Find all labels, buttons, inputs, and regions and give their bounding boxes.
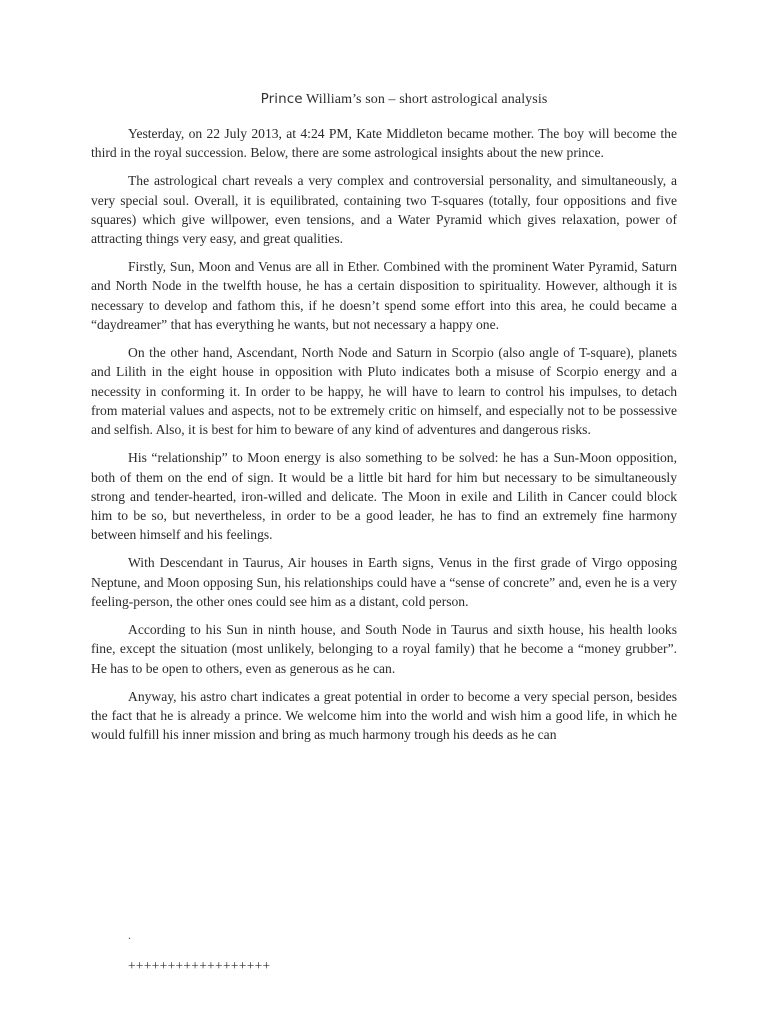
paragraph: Firstly, Sun, Moon and Venus are all in Ether. Combined with the prominent Water Pyramid, Saturn and North Node in the twelfth house, he has a certain disposition to spirituality. However, although it is necessary to develop and fathom this, if he doesn’t spend some effort into this area, he could became a “daydreamer” that has everything he wants, but not necessary a happy one. [91,259,677,333]
paragraph: According to his Sun in ninth house, and South Node in Taurus and sixth house, his health looks fine, except the situation (most unlikely, belonging to a royal family) that he become a “money grubber”. He has to be open to others, even as generous as he can. [91,621,677,676]
title-first-word: Prince [260,91,303,107]
stray-dot: . [128,928,131,942]
paragraph: With Descendant in Taurus, Air houses in Earth signs, Venus in the first grade of Virgo opposing Neptune, and Moon opposing Sun, his relationships could have a “sense of concrete” and, even he is a very feeling-person, the other ones could see him as a distant, cold person. [91,555,677,609]
paragraph: His “relationship” to Moon energy is also something to be solved: he has a Sun-Moon opposition, both of them on the end of sign. It would be a little bit hard for him but necessary to be simultaneously strong and tender-hearted, iron-willed and delicate. The Moon in exile and Lilith in Cancer could block him to be so, but nevertheless, in order to be a good leader, he has to find an extremely fine harmony between himself and his feelings. [91,450,677,543]
separator-line: ++++++++++++++++++ [128,958,271,973]
title-rest: William’s son – short astrological analysis [302,92,548,107]
paragraph: On the other hand, Ascendant, North Node and Saturn in Scorpio (also angle of T-square), planets and Lilith in the eight house in opposition with Pluto indicates both a misuse of Scorpio energy and a necessity in conforming it. In order to be happy, he will have to learn to control his impulses, to detach from material values and aspects, not to be extremely critic on himself, and especially not to be possessive and selfish. Also, it is best for him to beware of any kind of adventures and dangerous risks. [91,345,677,438]
paragraph: Yesterday, on 22 July 2013, at 4:24 PM, Kate Middleton became mother. The boy will become the third in the royal succession. Below, there are some astrological insights about the new prince. [91,126,677,161]
document-body [91,124,677,753]
paragraph: The astrological chart reveals a very complex and controversial personality, and simultaneously, a very special soul. Overall, it is equilibrated, containing two T-squares (totally, four oppositions and five squares) which give willpower, even tensions, and a Water Pyramid which gives relaxation, power of attracting things very easy, and great qualities. [91,173,677,247]
document-title [0,91,768,108]
paragraph: Anyway, his astro chart indicates a great potential in order to become a very special person, besides the fact that he is already a prince. We welcome him into the world and wish him a good life, in which he would fulfill his inner mission and bring as much harmony trough his deeds as he can [91,688,677,743]
